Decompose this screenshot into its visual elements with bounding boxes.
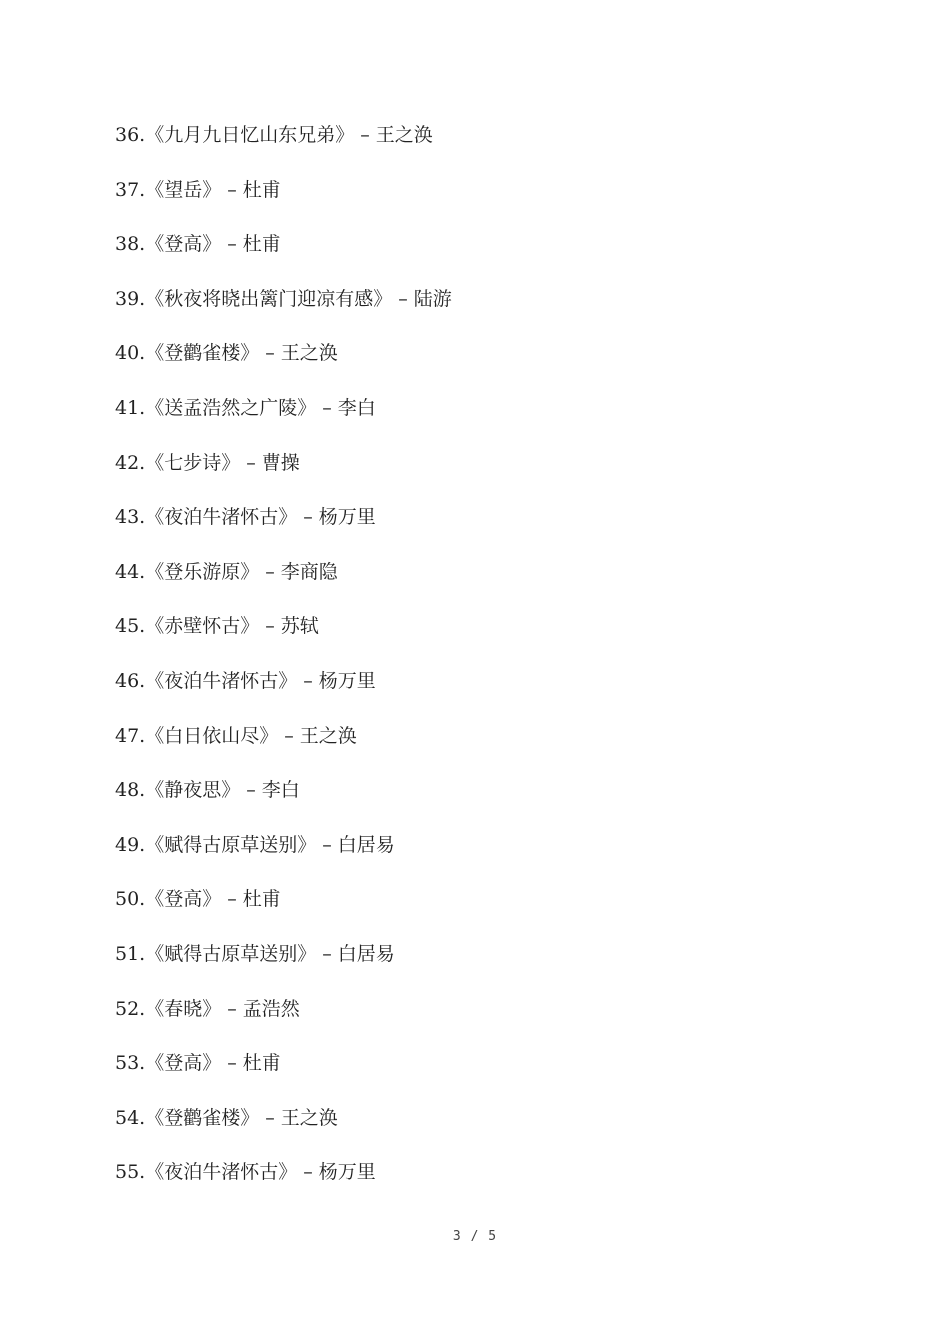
list-item: 51.《赋得古原草送别》 – 白居易 <box>115 942 395 965</box>
list-item: 40.《登鹳雀楼》 – 王之涣 <box>115 342 338 365</box>
list-item: 39.《秋夜将晓出篱门迎凉有感》 – 陆游 <box>115 287 452 310</box>
list-item: 36.《九月九日忆山东兄弟》 – 王之涣 <box>115 124 433 146</box>
list-item: 43.《夜泊牛渚怀古》 – 杨万里 <box>115 506 376 529</box>
list-item: 53.《登高》 – 杜甫 <box>115 1052 281 1075</box>
list-item: 49.《赋得古原草送别》 – 白居易 <box>115 833 395 856</box>
list-item: 55.《夜泊牛渚怀古》 – 杨万里 <box>115 1161 376 1184</box>
list-item: 38.《登高》 – 杜甫 <box>115 233 281 256</box>
list-item: 47.《白日依山尽》 – 王之涣 <box>115 724 357 747</box>
list-item: 46.《夜泊牛渚怀古》 – 杨万里 <box>115 669 376 692</box>
list-item: 45.《赤壁怀古》 – 苏轼 <box>115 615 319 638</box>
list-item: 37.《望岳》 – 杜甫 <box>115 178 281 201</box>
list-item: 48.《静夜思》 – 李白 <box>115 779 300 802</box>
list-item: 50.《登高》 – 杜甫 <box>115 888 281 911</box>
page-number: 3 / 5 <box>452 1229 498 1244</box>
list-item: 41.《送孟浩然之广陵》 – 李白 <box>115 396 376 419</box>
list-item: 52.《春晓》 – 孟浩然 <box>115 997 300 1020</box>
list-item: 44.《登乐游原》 – 李商隐 <box>115 560 338 583</box>
list-item: 42.《七步诗》 – 曹操 <box>115 451 300 474</box>
poem-list <box>115 119 452 1211</box>
list-item: 54.《登鹳雀楼》 – 王之涣 <box>115 1106 338 1129</box>
